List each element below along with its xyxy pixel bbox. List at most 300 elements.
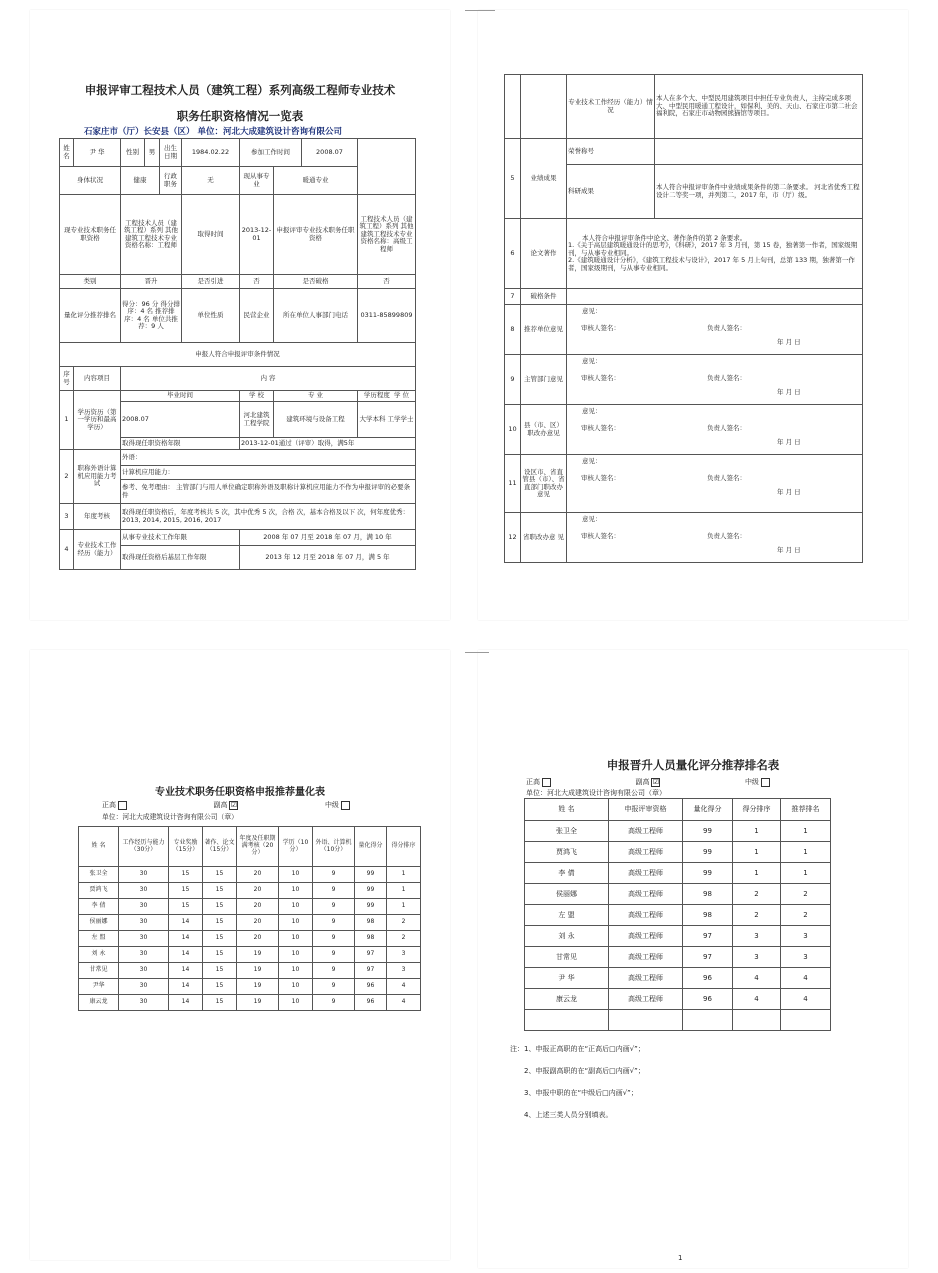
foreign-lang-line: 外语： [121,450,416,466]
level-fugao: 副高 [213,801,228,809]
reviewer-signature: 审核人签名： [581,374,620,382]
papers-text-2: 1.《关于高层建筑暖通设计的思考》，《科研》，2017 年 3 月刊，第 15 卷，独著第一作者，国家级期刊，与从事专业相同。 [568,241,858,257]
opinion-row [505,305,863,355]
qual-years-label: 取得现任职资格年限 [121,438,240,450]
grassroots-years-label: 取得现任资格后基层工作年限 [121,546,240,570]
zhongji-checkbox[interactable] [341,801,350,810]
table-cell: 99 [683,842,733,863]
form-title-line2: 职务任职资格情况一览表 [176,109,304,123]
table-cell: 1 [733,863,781,884]
rank-value: 得分：96 分 得分排序：4 名 推荐排序：4 名 单位共推荐：9 人 [121,289,182,343]
obtain-time-label: 取得时间 [182,195,240,275]
table-cell: 高级工程师 [609,989,683,1010]
table-cell: 19 [237,979,279,995]
col-header: 姓 名 [525,799,609,821]
table-cell: 甘常见 [79,963,119,979]
ranking-title: 申报晋升人员量化评分推荐排名表 [606,758,780,772]
opinion-seq: 12 [505,513,521,563]
table-cell: 15 [203,947,237,963]
table-cell: 96 [355,995,387,1011]
opinions-table [504,74,863,563]
opinion-cell[interactable] [567,405,863,455]
table-cell: 3 [387,963,421,979]
opinion-cell[interactable] [567,513,863,563]
degree-value: 工学学士 [387,414,414,423]
opinion-seq: 11 [505,455,521,513]
page-2-opinions-form [478,10,908,620]
table-row [79,915,421,931]
table-cell: 98 [683,905,733,926]
table-row [525,821,831,842]
exception-cond-value [567,289,863,305]
table-cell: 4 [781,989,831,1010]
leader-signature: 负责人签名： [707,424,746,432]
work-start-label: 参加工作时间 [240,139,302,167]
table-cell: 15 [203,995,237,1011]
info-table [59,138,416,570]
opinion-row [505,355,863,405]
table-cell: 4 [733,989,781,1010]
table-cell: 1 [781,863,831,884]
exp-seq: 4 [60,530,74,570]
edu-label: 学历资历（第一学历和最高学历） [74,391,121,450]
table-cell: 9 [313,995,355,1011]
ranking-table [524,798,831,1031]
work-years-label: 从事专业技术工作年限 [121,530,240,546]
table-cell [609,1010,683,1031]
table-cell: 李 倩 [79,899,119,915]
opinion-prompt: 意见： [582,307,602,315]
table-cell: 高级工程师 [609,842,683,863]
table-cell: 甘常见 [525,947,609,968]
table-cell: 97 [355,947,387,963]
opinion-date: 年 月 日 [777,388,801,396]
col-header: 得分排序 [387,827,421,867]
table-cell: 98 [355,931,387,947]
table-cell: 30 [119,931,169,947]
table-row [525,989,831,1010]
table-row [525,863,831,884]
birth-value: 1984.02.22 [182,139,240,167]
col-header: 年度及任职期满考核（20分） [237,827,279,867]
admin-post-label: 行政职务 [160,167,182,195]
table-cell: 15 [169,899,203,915]
table-row [79,947,421,963]
computer-line: 计算机应用能力： [121,466,416,480]
table-cell: 1 [781,821,831,842]
table-cell: 刘 永 [79,947,119,963]
table-cell: 康云龙 [525,989,609,1010]
apply-title-value: 工程技术人员（建筑工程）系列 其他建筑工程技术专业 资格名称：高级工程师 [358,195,416,275]
table-row [79,883,421,899]
conditions-section-title: 申报人符合申报评审条件情况 [60,343,416,367]
health-value: 健康 [121,167,160,195]
opinion-prompt: 意见： [582,515,602,523]
table-cell: 高级工程师 [609,884,683,905]
content-header: 内 容 [121,367,416,391]
opinion-date: 年 月 日 [777,338,801,346]
quant-header-row [79,827,421,867]
exp-label: 专业技术工作经历（能力） [74,530,121,570]
table-cell: 98 [683,884,733,905]
hr-phone-value: 0311-85899809 [358,289,416,343]
col-header: 著作、论文（15分） [203,827,237,867]
exception-value: 否 [358,275,416,289]
leader-signature: 负责人签名： [707,532,746,540]
annual-seq: 3 [60,504,74,530]
school-value: 河北建筑工程学院 [240,402,274,438]
category-label: 类别 [60,275,121,289]
opinion-label: 省职改办意 见 [521,513,567,563]
table-cell: 15 [203,867,237,883]
table-cell: 14 [169,979,203,995]
health-label: 身体状况 [60,167,121,195]
reviewer-signature: 审核人签名： [581,424,620,432]
note-line: 3、申报中职的在“中级后□内画√”； [524,1089,638,1097]
table-cell: 康云龙 [79,995,119,1011]
opinion-row [505,405,863,455]
work-experience-label: 专业技术工作经历（能力）情况 [567,75,655,139]
opinion-seq: 10 [505,405,521,455]
opinion-row [505,513,863,563]
table-cell: 15 [203,915,237,931]
papers-seq: 6 [505,219,521,289]
table-cell: 15 [169,867,203,883]
honor-label: 荣誉称号 [567,139,655,165]
table-row [79,979,421,995]
table-row [525,926,831,947]
table-cell: 4 [387,995,421,1011]
table-cell: 15 [203,931,237,947]
unit-line: 石家庄市（厅）长安县（区） 单位：河北大成建筑设计咨询有限公司 [84,127,342,137]
table-cell: 张卫全 [525,821,609,842]
table-row [525,968,831,989]
table-cell: 14 [169,995,203,1011]
col-header: 量化得分 [683,799,733,821]
reviewer-signature: 审核人签名： [581,474,620,482]
name-label: 姓名 [60,139,74,167]
table-cell: 侯丽娜 [525,884,609,905]
table-cell: 19 [237,995,279,1011]
table-cell: 99 [683,863,733,884]
level-options [102,800,352,810]
col-header: 推荐排名 [781,799,831,821]
rank-fugao-checkbox[interactable]: ☑ [652,777,660,786]
table-cell: 高级工程师 [609,968,683,989]
table-cell: 97 [683,926,733,947]
rank-level-fugao: 副高 [635,778,650,786]
ranking-unit: 单位：河北大成建筑设计咨询有限公司（章） [526,789,666,797]
exempt-reason: 参考、免考理由： 主管部门与用人单位确定职称外语及职称计算机应用能力不作为申报评审的必要条件 [121,480,416,504]
birth-label: 出生日期 [160,139,182,167]
table-cell: 1 [733,821,781,842]
achievement-label: 业绩成果 [521,139,567,219]
lang-seq: 2 [60,450,74,504]
table-cell: 30 [119,867,169,883]
opinion-prompt: 意见： [582,407,602,415]
table-cell: 20 [237,915,279,931]
item-header: 内容项目 [74,367,121,391]
form-title-line1: 申报评审工程技术人员（建筑工程）系列高级工程师专业技术 [84,83,396,97]
rank-level-zhenggao: 正高 [526,778,540,786]
current-title-label: 现专业技术职务任职资格 [60,195,121,275]
opinion-rows [505,305,863,563]
table-cell: 99 [355,899,387,915]
note-line: 注：1、申报正高职的在“正高后□内画√”； [510,1045,645,1053]
name-value: 尹 华 [74,139,121,167]
table-row [79,931,421,947]
annual-text: 取得现任职资格后，年度考核共 5 次，其中优秀 5 次，合格 次，基本合格及以下 次，何年度优秀： 2013, 2014, 2015, 2016, 2017 [121,504,416,530]
opinion-prompt: 意见： [582,357,602,365]
opinion-cell[interactable] [567,455,863,513]
apply-title-label: 申报评审专业技术职务任职资格 [274,195,358,275]
table-cell: 15 [203,883,237,899]
table-cell: 30 [119,963,169,979]
current-title-value: 工程技术人员（建筑工程）系列 其他建筑工程技术专业 资格名称：工程师 [121,195,182,275]
papers-label: 论文著作 [521,219,567,289]
table-cell: 2 [781,884,831,905]
col-header: 外语、计算机（10分） [313,827,355,867]
seq-header: 序号 [60,367,74,391]
table-cell [683,1010,733,1031]
leader-signature: 负责人签名： [707,324,746,332]
major-label: 现从事专业 [240,167,274,195]
quant-title: 专业技术职务任职资格申报推荐量化表 [155,787,325,798]
qual-years-value: 2013-12-01通过（评审）取得，满5年 [240,438,416,450]
table-cell: 4 [781,968,831,989]
opinion-label: 设区市、省直管县（市）、省直部门职改办意见 [521,455,567,513]
table-cell: 20 [237,867,279,883]
table-cell: 30 [119,979,169,995]
table-cell: 97 [683,947,733,968]
table-cell: 3 [733,926,781,947]
table-cell: 贾鸿飞 [525,842,609,863]
photo-cell [358,139,416,195]
table-row [79,963,421,979]
opinion-label: 推荐单位意见 [521,305,567,355]
table-cell: 9 [313,883,355,899]
achievement-seq: 5 [505,139,521,219]
table-cell: 3 [781,926,831,947]
table-cell [781,1010,831,1031]
annual-label: 年度考核 [74,504,121,530]
major-header: 专 业 [274,391,358,402]
table-row [525,947,831,968]
quant-body [79,867,421,1011]
table-row [525,905,831,926]
unit-nature-label: 单位性质 [182,289,240,343]
table-cell: 96 [683,968,733,989]
table-cell: 15 [169,883,203,899]
page-1-info-form [30,10,450,620]
table-cell: 1 [733,842,781,863]
col-header: 工作经历与能力（30分） [119,827,169,867]
table-cell: 19 [237,963,279,979]
hr-phone-label: 所在单位人事部门电话 [274,289,358,343]
sex-label: 性别 [121,139,145,167]
note-line: 4、上述三类人员分别填表。 [524,1111,613,1119]
level-zhenggao: 正高 [102,801,116,809]
table-row [79,867,421,883]
scan-mark-top [465,10,495,11]
lang-label: 职称外语计算机应用能力考试 [74,450,121,504]
table-cell: 左 盟 [525,905,609,926]
table-cell: 10 [279,979,313,995]
opinion-cell[interactable] [567,305,863,355]
table-cell: 张卫全 [79,867,119,883]
opinion-date: 年 月 日 [777,488,801,496]
note-line: 2、申报副高职的在“副高后□内画√”； [524,1067,645,1075]
edu-major-value: 建筑环境与设备工程 [274,402,358,438]
table-cell: 30 [119,915,169,931]
table-cell: 15 [203,899,237,915]
table-cell: 3 [387,947,421,963]
work-experience-text: 本人在多个大、中型民用建筑项目中担任专业负责人，主持完成多项大、中型民用暖通工程设计，如保利、美的、天山、石家庄市第二社会福利院，石家庄市动物园熊猫馆等项目。 [655,75,863,139]
table-cell: 9 [313,979,355,995]
table-cell: 14 [169,915,203,931]
degree-header: 学 位 [394,391,410,400]
table-cell: 10 [279,899,313,915]
edu-seq: 1 [60,391,74,450]
school-header: 学 校 [240,391,274,402]
table-cell: 15 [203,979,237,995]
ranking-level-options [526,777,772,787]
opinion-date: 年 月 日 [777,438,801,446]
table-cell: 1 [387,883,421,899]
table-cell: 19 [237,947,279,963]
table-cell: 10 [279,931,313,947]
table-row [525,884,831,905]
research-label: 科研成果 [567,165,655,219]
table-cell: 9 [313,867,355,883]
table-cell: 2 [733,905,781,926]
table-cell: 99 [683,821,733,842]
table-cell: 10 [279,947,313,963]
page-number: 1 [678,1254,683,1262]
obtain-time-value: 2013-12-01 [240,195,274,275]
table-cell: 刘 永 [525,926,609,947]
table-cell: 9 [313,947,355,963]
admin-post-value: 无 [182,167,240,195]
rank-label: 量化评分推荐排名 [60,289,121,343]
zhenggao-checkbox[interactable] [118,801,127,810]
table-cell: 97 [355,963,387,979]
table-cell: 3 [733,947,781,968]
fugao-checkbox[interactable]: ☑ [230,800,238,809]
table-cell: 高级工程师 [609,947,683,968]
table-cell: 10 [279,867,313,883]
table-cell: 20 [237,883,279,899]
category-value: 晋升 [121,275,182,289]
table-cell: 1 [781,842,831,863]
table-cell: 20 [237,899,279,915]
opinion-label: 主管部门意见 [521,355,567,405]
level-value: 大学本科 [359,414,386,423]
introduced-label: 是否引进 [182,275,240,289]
opinion-date: 年 月 日 [777,546,801,554]
table-cell: 20 [237,931,279,947]
table-cell: 14 [169,947,203,963]
table-cell: 14 [169,931,203,947]
table-cell [733,1010,781,1031]
table-cell: 30 [119,883,169,899]
table-cell: 9 [313,915,355,931]
table-cell: 9 [313,899,355,915]
table-row [79,995,421,1011]
table-cell: 李 倩 [525,863,609,884]
level-header: 学历程度 [363,391,390,400]
papers-text-1: 本人符合申报评审条件中论文、著作条件的第 2 条要求。 [582,233,747,242]
table-cell: 30 [119,947,169,963]
table-cell: 3 [781,947,831,968]
ranking-notes [510,1044,645,1132]
table-cell: 贾鸿飞 [79,883,119,899]
table-cell: 尹华 [79,979,119,995]
leader-signature: 负责人签名： [707,474,746,482]
papers-text-3: 2.《建筑暖通设计分析》，《建筑工程技术与设计》，2017 年 5 月上旬刊，总第 133 期，独著第一作者，国家级期刊，与从事专业相同。 [568,256,855,272]
work-start-value: 2008.07 [302,139,358,167]
table-cell: 10 [279,883,313,899]
rank-zhongji-checkbox[interactable] [761,778,770,787]
opinion-row [505,455,863,513]
table-cell: 96 [683,989,733,1010]
rank-level-zhongji: 中级 [744,778,759,786]
table-cell: 高级工程师 [609,863,683,884]
level-zhongji: 中级 [324,801,339,809]
page-4-ranking-table [478,650,908,1268]
table-cell: 30 [119,899,169,915]
table-cell: 30 [119,995,169,1011]
ranking-body [525,821,831,1031]
table-cell: 14 [169,963,203,979]
opinion-label: 县（市、区）职改办意见 [521,405,567,455]
table-cell: 高级工程师 [609,926,683,947]
col-header: 得分排序 [733,799,781,821]
opinion-prompt: 意见： [582,457,602,465]
exception-label: 是否破格 [274,275,358,289]
sex-value: 男 [145,139,160,167]
work-years-value: 2008 年 07 月至 2018 年 07 月，满 10 年 [240,530,416,546]
papers-text [567,219,863,289]
research-text: 本人符合申报评审条件中业绩成果条件的第二条要求。 河北省优秀工程设计二等奖一项，并列第二，2017 年，市（厅）级。 [655,165,863,219]
grassroots-years-value: 2013 年 12 月至 2018 年 07 月，满 5 年 [240,546,416,570]
grad-time-header: 毕业时间 [121,391,240,402]
table-cell: 尹 华 [525,968,609,989]
reviewer-signature: 审核人签名： [581,324,620,332]
table-cell: 4 [733,968,781,989]
scan-mark-mid [465,652,489,653]
table-cell: 1 [387,867,421,883]
table-row [525,842,831,863]
opinion-cell[interactable] [567,355,863,405]
table-cell: 2 [387,931,421,947]
table-cell: 9 [313,963,355,979]
col-header: 量化得分 [355,827,387,867]
table-cell: 99 [355,867,387,883]
table-cell: 98 [355,915,387,931]
introduced-value: 否 [240,275,274,289]
level-degree-value [358,402,416,438]
table-cell: 10 [279,995,313,1011]
leader-signature: 负责人签名： [707,374,746,382]
col-header: 申报评审资格 [609,799,683,821]
rank-zhenggao-checkbox[interactable] [542,778,551,787]
unit-nature-value: 民营企业 [240,289,274,343]
reviewer-signature: 审核人签名： [581,532,620,540]
table-cell: 2 [781,905,831,926]
table-row [79,899,421,915]
table-cell: 左 盟 [79,931,119,947]
